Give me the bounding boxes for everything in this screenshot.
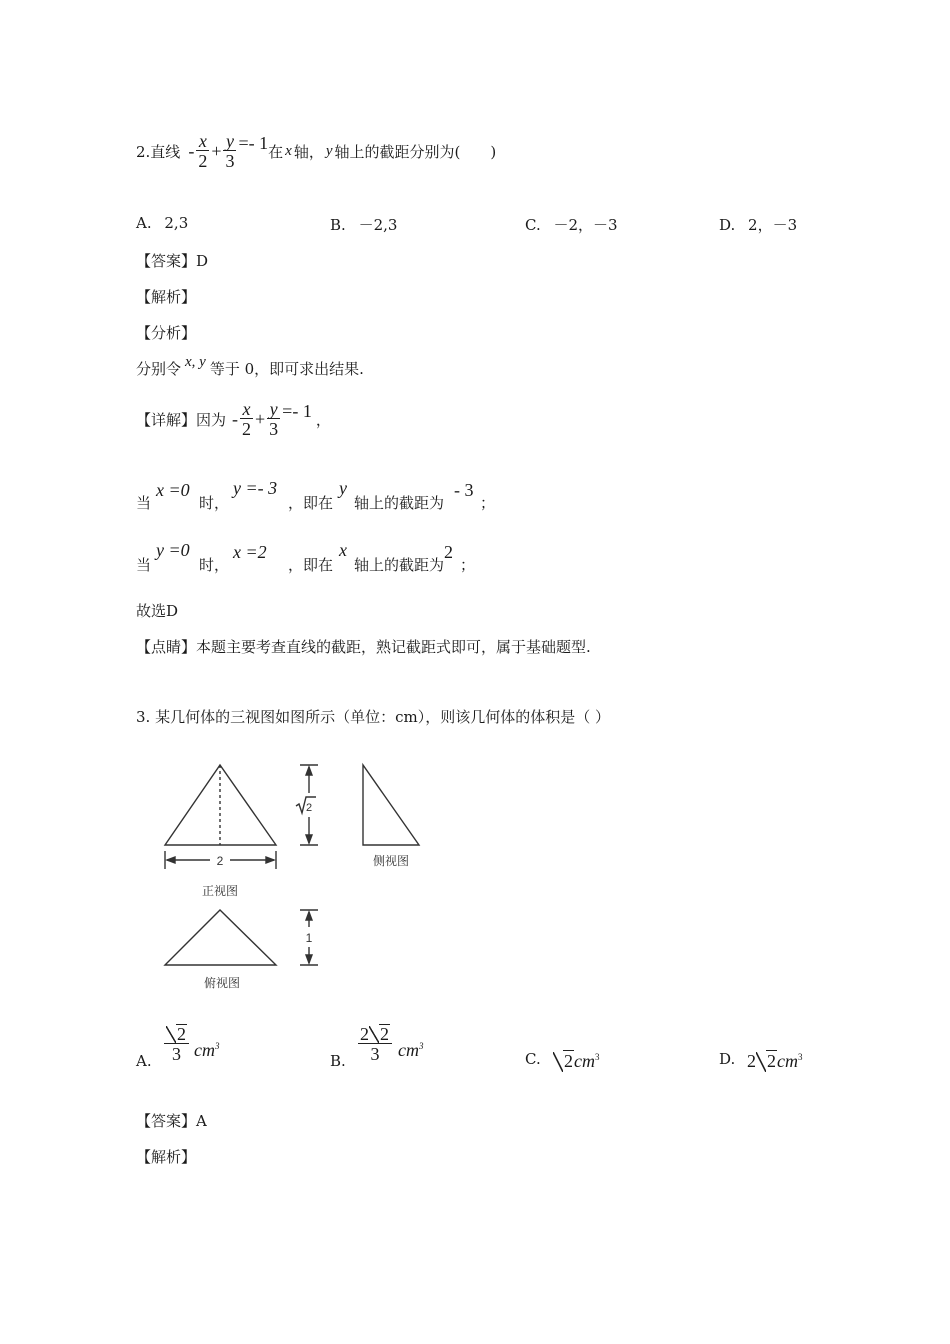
q2-option-b[interactable]: B. －2,3 <box>330 216 398 234</box>
q2-stem: 2.直线 - $\frac{x}{2}$ + $\frac{y}{3}$ =- 1 在 x 轴， y 轴上的截距分别为( ) <box>136 130 497 171</box>
q2-fenxi-text: 分别令 x, y 等于 0，即可求出结果. <box>136 354 364 378</box>
q2-option-c[interactable]: C. －2，－3 <box>525 216 618 234</box>
q3-answer: 【答案】A <box>136 1112 207 1130</box>
q3-jiexi: 【解析】 <box>136 1148 197 1166</box>
side-view-label: 侧视图 <box>372 854 410 868</box>
xiangjie-fraction-y: $\frac{y}{3}$ <box>269 398 279 439</box>
q2-choose: 故选D <box>136 602 179 620</box>
q2-dianjing: 【点睛】本题主要考查直线的截距，熟记截距式即可，属于基础题型. <box>136 638 591 656</box>
option-b-fraction: $\frac{2 2}{3}$ <box>358 1024 392 1064</box>
width-label: 2 <box>216 854 224 868</box>
q2-answer: 【答案】D <box>136 252 209 270</box>
side-view-triangle <box>363 765 419 845</box>
q2-xiangjie: 【详解】因为 - $\frac{x}{2}$ + $\frac{y}{3}$ =- 1 ， <box>136 398 331 439</box>
q3-stem: 3. 某几何体的三视图如图所示（单位：cm），则该几何体的体积是（ ） <box>136 708 610 726</box>
q2-number: 2.直线 <box>136 142 181 161</box>
q2-fraction-x: $\frac{x}{2}$ <box>198 130 208 171</box>
top-view-triangle <box>165 910 276 965</box>
option-a-fraction: $\frac{2}{3}$ <box>164 1024 189 1064</box>
top-view-label: 俯视图 <box>203 976 241 990</box>
q2-option-a[interactable]: A. 2,3 <box>136 214 189 232</box>
xiangjie-fraction-x: $\frac{x}{2}$ <box>242 398 252 439</box>
q2-fenxi: 【分析】 <box>136 324 197 342</box>
height-label: 2 <box>305 802 313 814</box>
q2-fraction-y: $\frac{y}{3}$ <box>225 130 235 171</box>
three-view-figure <box>150 755 440 995</box>
front-view-label: 正视图 <box>201 884 239 898</box>
depth-label: 1 <box>305 931 313 945</box>
q2-jiexi: 【解析】 <box>136 288 197 306</box>
q2-option-d[interactable]: D. 2，－3 <box>719 216 798 234</box>
